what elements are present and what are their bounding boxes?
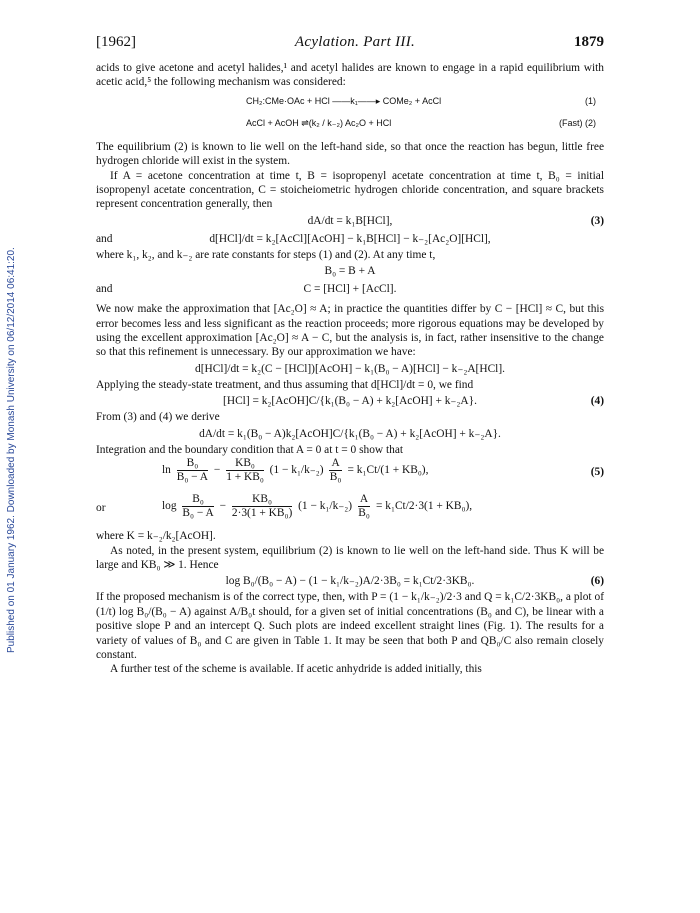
paragraph-4: where k₁, k₂, and k₋₂ are rate constants for steps (1) and (2). At any time t, — [96, 248, 436, 261]
paragraph-11: If the proposed mechanism is of the correct type, then, with P = (1 − k₁/k₋₂)/2·3 and Q = k₁C/2·3KB₀, a plot of (1/t) log B₀/(B₀ − A) against A/B₀t should, for a given set of initial concentrations (B₀ and C), be linear with a positive slope P and an intercept Q. Such plots are indeed excellent straight lines (Fig. 1). The results for a variety of values of B₀ and C are given in Table 1. It may be seen that both P and QB₀/C also remain closely constant. — [96, 591, 604, 661]
equation-3-tag: (3) — [590, 214, 604, 227]
equation-5b-body: log $\frac{\text{B₀}}{\text{B₀ − A}}$ − $\frac{\text{KB₀}}{\text{2·3(1 + KB₀)}}$ (1 − k₁/k₋₂) $\frac{A}{\text{B₀}}$ = k₁Ct/2·3(1 + KB₀), — [162, 493, 473, 520]
equation-dhcl-full — [96, 230, 604, 248]
fraction-1b: $\frac{\text{B₀}}{\text{B₀ − A}}$ — [182, 493, 214, 520]
equation-b0-body: B₀ = B + A — [324, 265, 376, 278]
header-page-number: 1879 — [573, 34, 604, 50]
equation-5-tag: (5) — [590, 466, 604, 479]
fraction-2: $\frac{\text{KB₀}}{\text{1 + KB₀}}$ — [226, 457, 264, 484]
equation-b0 — [96, 262, 604, 280]
equation-derived — [96, 425, 604, 443]
fraction-3: $\frac{A}{\text{B₀}}$ — [329, 457, 342, 484]
paragraph-6: Applying the steady-state treatment, and thus assuming that d[HCl]/dt = 0, we find — [96, 378, 474, 391]
equation-3-body: dA/dt = k₁B[HCl], — [307, 214, 393, 227]
equation-5-body: ln $\frac{\text{B₀}}{\text{B₀ − A}}$ − $\frac{\text{KB₀}}{\text{1 + KB₀}}$ (1 − k₁/k₋₂) $\frac{A}{\text{B₀}}$ = k₁Ct/(1 + KB₀), — [162, 457, 429, 484]
log-operator: log — [162, 500, 177, 513]
paragraph-7: From (3) and (4) we derive — [96, 411, 220, 424]
equation-or-label: or — [96, 502, 106, 515]
page-content — [96, 34, 604, 677]
equation-dhcl-approx-body: d[HCl]/dt = k₂(C − [HCl])[AcOH] − k₁(B₀ − A)[HCl] − k₋₂A[HCl]. — [195, 362, 505, 375]
equation-and-label: and — [96, 232, 113, 245]
equation-5 — [96, 457, 604, 493]
paragraph-1: acids to give acetone and acetyl halides,¹ and acetyl halides are known to engage in a rapid equilibrium with acetic acid,⁵ the following mechanism was considered: — [96, 62, 604, 89]
ln-operator: ln — [162, 464, 171, 477]
equation-dhcl-approx — [96, 360, 604, 378]
paragraph-8: Integration and the boundary condition that A = 0 at t = 0 show that — [96, 443, 404, 456]
equation-3 — [96, 212, 604, 230]
mechanism-step-1 — [96, 90, 604, 112]
mechanism-2-equation: AcCl + AcOH ⇌(k₂ / k₋₂) Ac₂O + HCl — [246, 117, 392, 128]
equation-6-body: log B₀/(B₀ − A) − (1 − k₁/k₋₂)A/2·3B₀ = k₁Ct/2·3KB₀. — [225, 575, 475, 588]
equation-4-body: [HCl] = k₂[AcOH]C/{k₁(B₀ − A) + k₂[AcOH] + k₋₂A}. — [223, 395, 477, 408]
equation-c-body: C = [HCl] + [AcCl]. — [303, 283, 397, 296]
equation-dhcl-full-body: d[HCl]/dt = k₂[AcCl][AcOH] − k₁B[HCl] − k₋₂[Ac₂O][HCl], — [209, 232, 491, 245]
paragraph-12: A further test of the scheme is available. If acetic anhydride is added initially, this — [110, 663, 482, 676]
paragraph-10: As noted, in the present system, equilibrium (2) is known to lie well on the left-hand side. Thus K will be large and KB₀ ≫ 1. Hence — [96, 544, 604, 571]
mechanism-step-2 — [96, 112, 604, 134]
fraction-2b: $\frac{\text{KB₀}}{\text{2·3(1 + KB₀)}}$ — [231, 493, 293, 520]
equation-c — [96, 280, 604, 298]
mechanism-1-tag: (1) — [585, 95, 596, 106]
fraction-3b: $\frac{A}{\text{B₀}}$ — [358, 493, 370, 520]
download-watermark: Published on 01 January 1962. Downloaded by Monash University on 06/12/2014 06:41:20. — [6, 247, 17, 653]
equation-4-tag: (4) — [590, 395, 604, 408]
paragraph-3: If A = acetone concentration at time t, B = isopropenyl acetate concentration at time t, B₀ = initial isopropenyl acetate concentration, C = stoicheiometric hydrogen chloride concentration, and square brackets represent concentration generally, then — [96, 169, 604, 211]
mechanism-2-tag: (Fast) (2) — [559, 117, 596, 128]
equation-6 — [96, 572, 604, 590]
equation-4 — [96, 392, 604, 410]
equation-6-tag: (6) — [590, 575, 604, 588]
paragraph-9: where K = k₋₂/k₂[AcOH]. — [96, 530, 216, 543]
paragraph-5: We now make the approximation that [Ac₂O] ≈ A; in practice the quantities differ by C − [HCl] ≈ C, but this error becomes less and less significant as the reaction proceeds; more rigorous equations may be developed by using the excellent approximation [Ac₂O] ≈ A − C, but the analysis is, in fact, rather insensitive to the change so that this refinement is unnecessary. By our approximation we have: — [96, 303, 604, 359]
header-year: [1962] — [96, 34, 136, 50]
equation-c-and: and — [96, 283, 113, 296]
fraction-1: $\frac{\text{B₀}}{\text{B₀ − A}}$ — [176, 457, 209, 484]
header-title: Acylation. Part III. — [294, 34, 416, 50]
equation-derived-body: dA/dt = k₁(B₀ − A)k₂[AcOH]C/{k₁(B₀ − A) + k₂[AcOH] + k₋₂A}. — [199, 427, 501, 440]
mechanism-1-equation: CH₂:CMe·OAc + HCl ——k₁——▸ COMe₂ + AcCl — [246, 95, 442, 106]
running-header — [96, 34, 604, 51]
equation-5b — [96, 493, 604, 529]
paragraph-2: The equilibrium (2) is known to lie well on the left-hand side, so that once the reaction has begun, little free hydrogen chloride will exist in the system. — [96, 140, 604, 168]
